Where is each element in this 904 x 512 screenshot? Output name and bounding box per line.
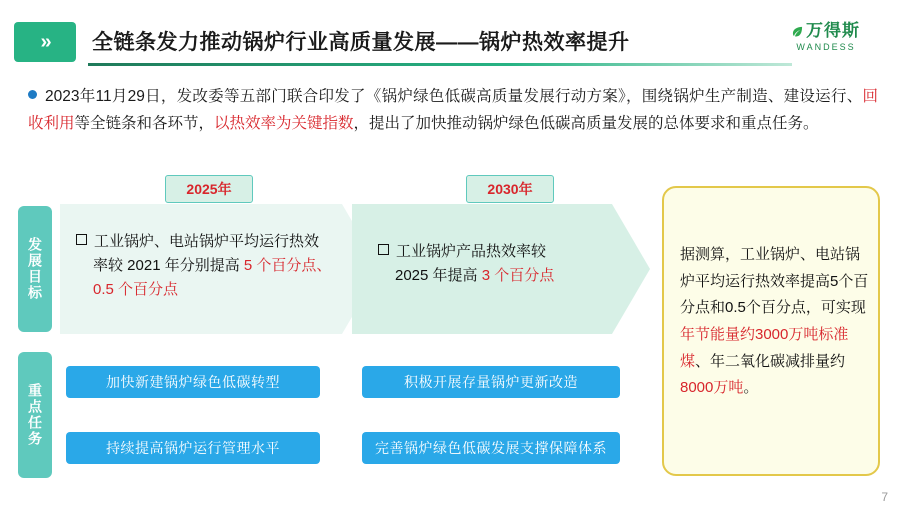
task-item-1[interactable]: 加快新建锅炉绿色低碳转型: [66, 366, 320, 398]
bullet-icon: [28, 90, 37, 99]
goal-2025-line1: 工业锅炉、电站锅炉平均运行热效: [94, 233, 320, 250]
goal-2025-line2-red: 5 个百分点、: [243, 257, 332, 274]
callout-line-4: 0.5个百分点，可实现: [725, 299, 866, 317]
year-tag-2030: 2030年: [466, 175, 554, 203]
goal-2025-line2: [76, 254, 334, 278]
goal-chevron-group: [60, 204, 650, 334]
callout-line-6-red: 标准煤: [680, 326, 849, 370]
section-label-development-goal-text: 发展目标: [27, 237, 44, 301]
goal-2030-line2-a: 2025 年提高: [395, 267, 482, 284]
checkbox-square-icon: [76, 234, 87, 245]
section-label-development-goal: [18, 206, 52, 332]
intro-part-1: 2023年11月29日，发改委等五部门联合印发了《锅炉绿色低碳高质量发展行动方案》，围绕锅炉生产制造、建设运行、: [45, 88, 863, 105]
logo-subtitle: WANDESS: [796, 41, 856, 52]
goal-2025-line2-a: 率较 2021 年分别提高: [93, 257, 244, 274]
goal-2030-line1: 工业锅炉产品热效率较: [396, 243, 547, 260]
page-title: 全链条发力推动锅炉行业高质量发展——锅炉热效率提升: [92, 31, 630, 54]
callout-line-7: 减排量约: [785, 352, 846, 370]
intro-paragraph: [28, 84, 878, 137]
callout-line-1: 据测算，工业锅炉、: [680, 246, 816, 263]
goal-item-2030: [378, 240, 618, 288]
callout-line-5: 年节能量约3000万吨: [680, 326, 819, 344]
task-item-2[interactable]: 积极开展存量锅炉更新改造: [362, 366, 620, 398]
leaf-icon: [792, 26, 803, 37]
intro-part-2: 等全链条和各环节，: [74, 114, 215, 132]
intro-part-3: ，提出了加快推动锅炉绿色低碳高质量发展的总体要求和重点任务。: [353, 114, 819, 132]
double-chevron-glyph: »: [40, 30, 50, 53]
goal-2030-line2-red: 3 个百分点: [481, 267, 555, 284]
brand-logo: [766, 14, 886, 60]
title-underline: [88, 63, 792, 66]
intro-highlight-1: 回收利用: [28, 88, 878, 132]
checkbox-square-icon: [378, 244, 389, 255]
callout-line-7-red: 8000万吨: [680, 379, 744, 397]
slide-header: [0, 0, 904, 72]
callout-line-2: 电站锅炉平均运行热: [680, 246, 861, 290]
double-chevron-icon: [14, 22, 76, 62]
logo-name: 万得斯: [806, 21, 860, 41]
task-item-4[interactable]: 完善锅炉绿色低碳发展支撑保障体系: [362, 432, 620, 464]
goal-2025-line3: 0.5 个百分点: [93, 281, 179, 298]
goal-2030-line2: [378, 264, 618, 288]
estimate-callout-box: [662, 186, 880, 476]
page-number: 7: [881, 490, 888, 504]
intro-highlight-2: 以热效率为关键指数: [214, 114, 354, 132]
goal-item-2025: [76, 230, 334, 302]
logo-text-row: [792, 22, 860, 41]
callout-line-6-rest: 、年二氧化碳: [695, 352, 786, 370]
task-item-3[interactable]: 持续提高锅炉运行管理水平: [66, 432, 320, 464]
section-label-key-task-text: 重点任务: [27, 383, 44, 447]
year-tag-2025: 2025年: [165, 175, 253, 203]
callout-line-7-end: 。: [743, 379, 759, 397]
estimate-callout-text: [680, 242, 870, 402]
callout-line-3: 效率提高5个百分点和: [680, 272, 869, 317]
section-label-key-task: [18, 352, 52, 478]
